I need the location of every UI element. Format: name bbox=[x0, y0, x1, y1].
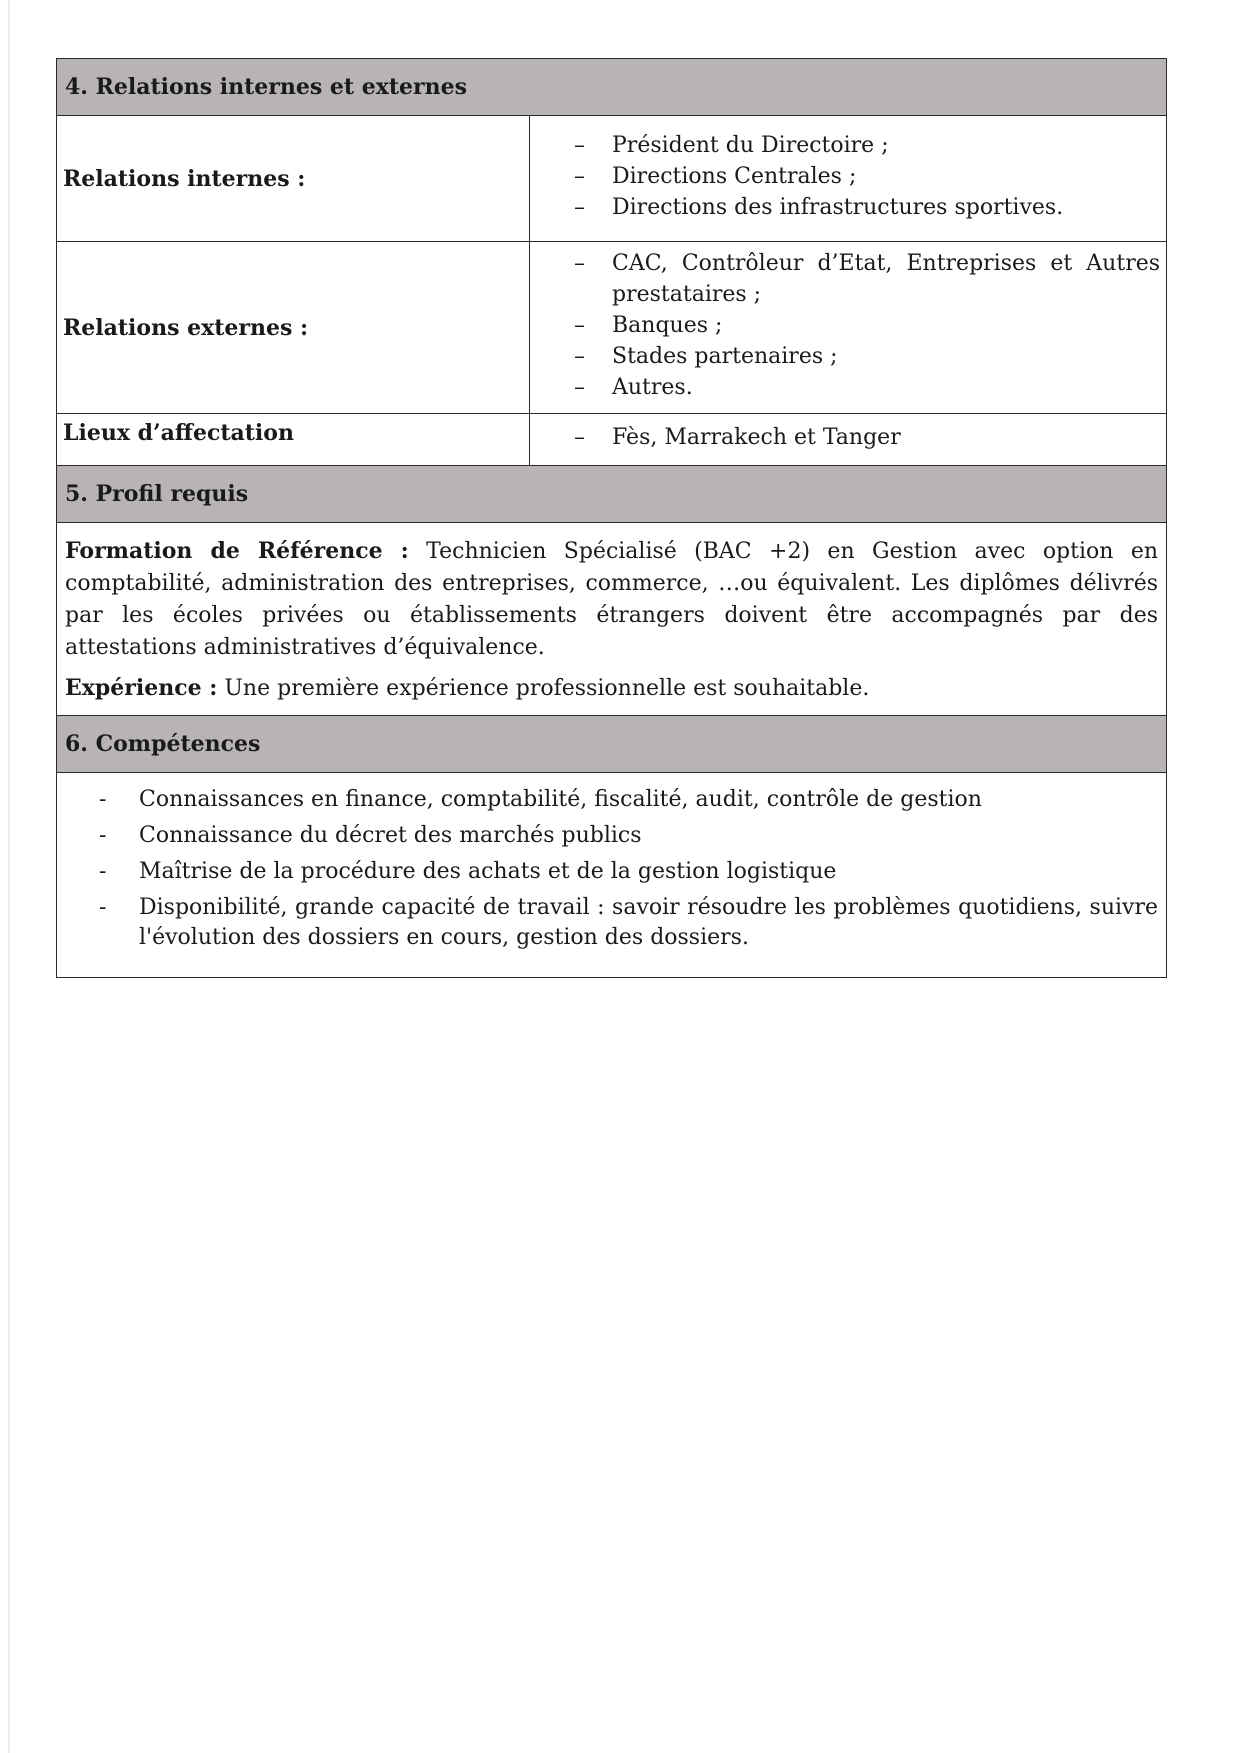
external-relations-cell bbox=[530, 242, 1167, 414]
section-5-heading: 5. Profil requis bbox=[57, 466, 1167, 523]
list-item: – Directions des infrastructures sportives. bbox=[530, 192, 1166, 223]
internal-relations-row bbox=[57, 116, 1167, 242]
list-item: – Fès, Marrakech et Tanger bbox=[530, 422, 1166, 453]
skills-list bbox=[65, 785, 1158, 953]
experience-paragraph bbox=[65, 672, 1158, 705]
external-relations-list bbox=[530, 248, 1166, 403]
list-item: - Maîtrise de la procédure des achats et de la gestion logistique bbox=[65, 857, 1158, 887]
list-item: – CAC, Contrôleur d’Etat, Entreprises et Autres bbox=[530, 248, 1166, 279]
experience-label: Expérience : bbox=[65, 675, 218, 701]
locations-label: Lieux d’affectation bbox=[57, 414, 530, 466]
formation-text: Technicien Spécialisé (BAC +2) en Gestion avec option en comptabilité, administration des entreprises, commerce, …ou équivalent. Les diplômes délivrés par les écoles privées ou établissements étrangers doivent être accompagnés par des attestations administratives d’équivalence. bbox=[65, 539, 1159, 660]
list-item: - Disponibilité, grande capacité de travail : savoir résoudre les problèmes quotidiens, suivre l'évolution des dossiers en cours, gestion des dossiers. bbox=[65, 893, 1158, 953]
section-6-header-row bbox=[57, 716, 1167, 773]
skills-cell bbox=[57, 773, 1167, 978]
internal-relations-label: Relations internes : bbox=[57, 116, 530, 242]
list-item: - Connaissance du décret des marchés publics bbox=[65, 821, 1158, 851]
list-item: – Directions Centrales ; bbox=[530, 161, 1166, 192]
profile-cell bbox=[57, 523, 1167, 716]
list-item: – Autres. bbox=[530, 372, 1166, 403]
external-relations-row bbox=[57, 242, 1167, 414]
section-5-header-row bbox=[57, 466, 1167, 523]
locations-list bbox=[530, 422, 1166, 453]
job-profile-table bbox=[56, 58, 1167, 978]
list-item-continuation: prestataires ; bbox=[612, 282, 762, 307]
list-item: - Connaissances en finance, comptabilité, fiscalité, audit, contrôle de gestion bbox=[65, 785, 1158, 815]
list-item: – Stades partenaires ; bbox=[530, 341, 1166, 372]
section-4-header-row bbox=[57, 59, 1167, 116]
external-relations-label: Relations externes : bbox=[57, 242, 530, 414]
experience-text: Une première expérience professionnelle est souhaitable. bbox=[224, 676, 870, 701]
skills-row bbox=[57, 773, 1167, 978]
formation-label: Formation de Référence : bbox=[65, 538, 409, 564]
page-edge bbox=[8, 0, 10, 1753]
section-6-heading: 6. Compétences bbox=[57, 716, 1167, 773]
section-4-heading: 4. Relations internes et externes bbox=[57, 59, 1167, 116]
locations-row bbox=[57, 414, 1167, 466]
internal-relations-cell bbox=[530, 116, 1167, 242]
profile-row bbox=[57, 523, 1167, 716]
list-item: – Président du Directoire ; bbox=[530, 130, 1166, 161]
internal-relations-list bbox=[530, 130, 1166, 223]
formation-paragraph bbox=[65, 535, 1158, 664]
list-item: – Banques ; bbox=[530, 310, 1166, 341]
locations-cell bbox=[530, 414, 1167, 466]
